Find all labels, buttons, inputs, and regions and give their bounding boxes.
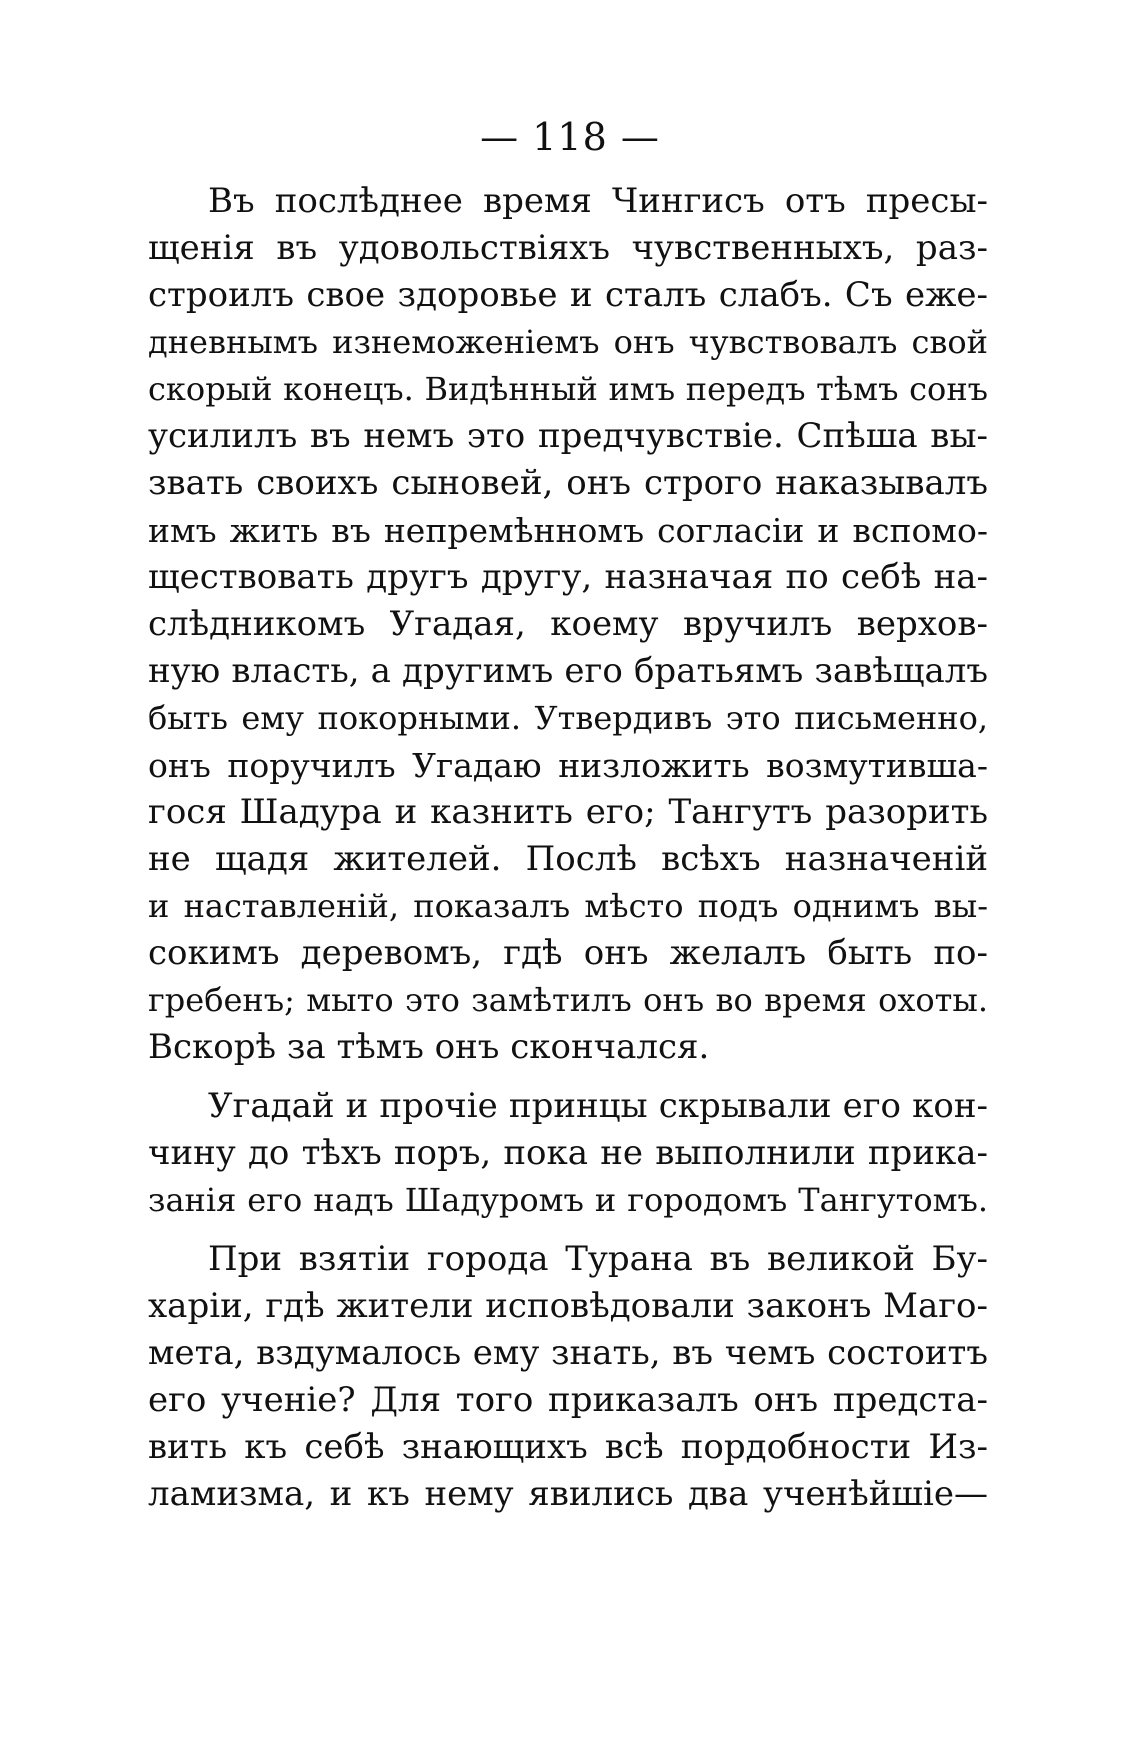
text-line: При взятіи города Турана въ великой Бу- <box>208 1239 988 1279</box>
text-line: ную власть, а другимъ его братьямъ завѣщалъ <box>148 651 988 691</box>
text-line: не щадя жителей. Послѣ всѣхъ назначеній <box>148 839 988 879</box>
text-line: Угадай и прочіе принцы скрывали его кон- <box>208 1086 988 1126</box>
text-line: гребенъ; мыто это замѣтилъ онъ во время охоты. <box>148 981 988 1019</box>
paragraph-3 <box>148 1236 988 1518</box>
text-line: ламизма, и къ нему явились два ученѣйшіе— <box>148 1474 988 1514</box>
text-line: чину до тѣхъ поръ, пока не выполнили прика- <box>148 1133 988 1173</box>
body-text <box>148 178 988 1518</box>
text-line: звать своихъ сыновей, онъ строго наказывалъ <box>148 463 988 503</box>
text-line: занія его надъ Шадуромъ и городомъ Тангутомъ. <box>148 1181 988 1219</box>
text-line: мета, вздумалось ему знать, въ чемъ состоитъ <box>148 1333 988 1373</box>
text-line: харіи, гдѣ жители исповѣдовали законъ Маго- <box>148 1286 988 1326</box>
text-line: ществовать другъ другу, назначая по себѣ на- <box>148 557 988 597</box>
text-line: вить къ себѣ знающихъ всѣ пордобности Из- <box>148 1427 988 1467</box>
text-line: скорый конецъ. Видѣнный имъ передъ тѣмъ сонъ <box>148 370 988 408</box>
text-line: и наставленій, показалъ мѣсто подъ однимъ вы- <box>148 887 988 925</box>
text-line: Въ послѣднее время Чингисъ отъ пресы- <box>208 181 988 221</box>
text-line: строилъ свое здоровье и сталъ слабъ. Съ еже- <box>148 275 988 315</box>
paragraph-2 <box>148 1083 988 1224</box>
text-line: щенія въ удовольствіяхъ чувственныхъ, раз- <box>148 228 988 268</box>
page-number: — 118 — <box>480 115 660 159</box>
text-line: быть ему покорными. Утвердивъ это письменно, <box>148 699 988 737</box>
text-line: онъ поручилъ Угадаю низложить возмутивша- <box>148 746 988 785</box>
text-line: Вскорѣ за тѣмъ онъ скончался. <box>148 1027 710 1067</box>
text-line: имъ жить въ непремѣнномъ согласіи и вспомо- <box>148 511 988 550</box>
text-line: дневнымъ изнеможеніемъ онъ чувствовалъ свой <box>148 323 988 361</box>
text-line: слѣдникомъ Угадая, коему вручилъ верхов- <box>148 604 988 644</box>
paragraph-1 <box>148 178 988 1071</box>
text-line: его ученіе? Для того приказалъ онъ предста- <box>148 1380 988 1420</box>
text-line: усилилъ въ немъ это предчувствіе. Спѣша вы- <box>148 416 988 456</box>
text-line: сокимъ деревомъ, гдѣ онъ желалъ быть по- <box>148 933 988 973</box>
text-line: гося Шадура и казнить его; Тангутъ разорить <box>148 792 988 832</box>
